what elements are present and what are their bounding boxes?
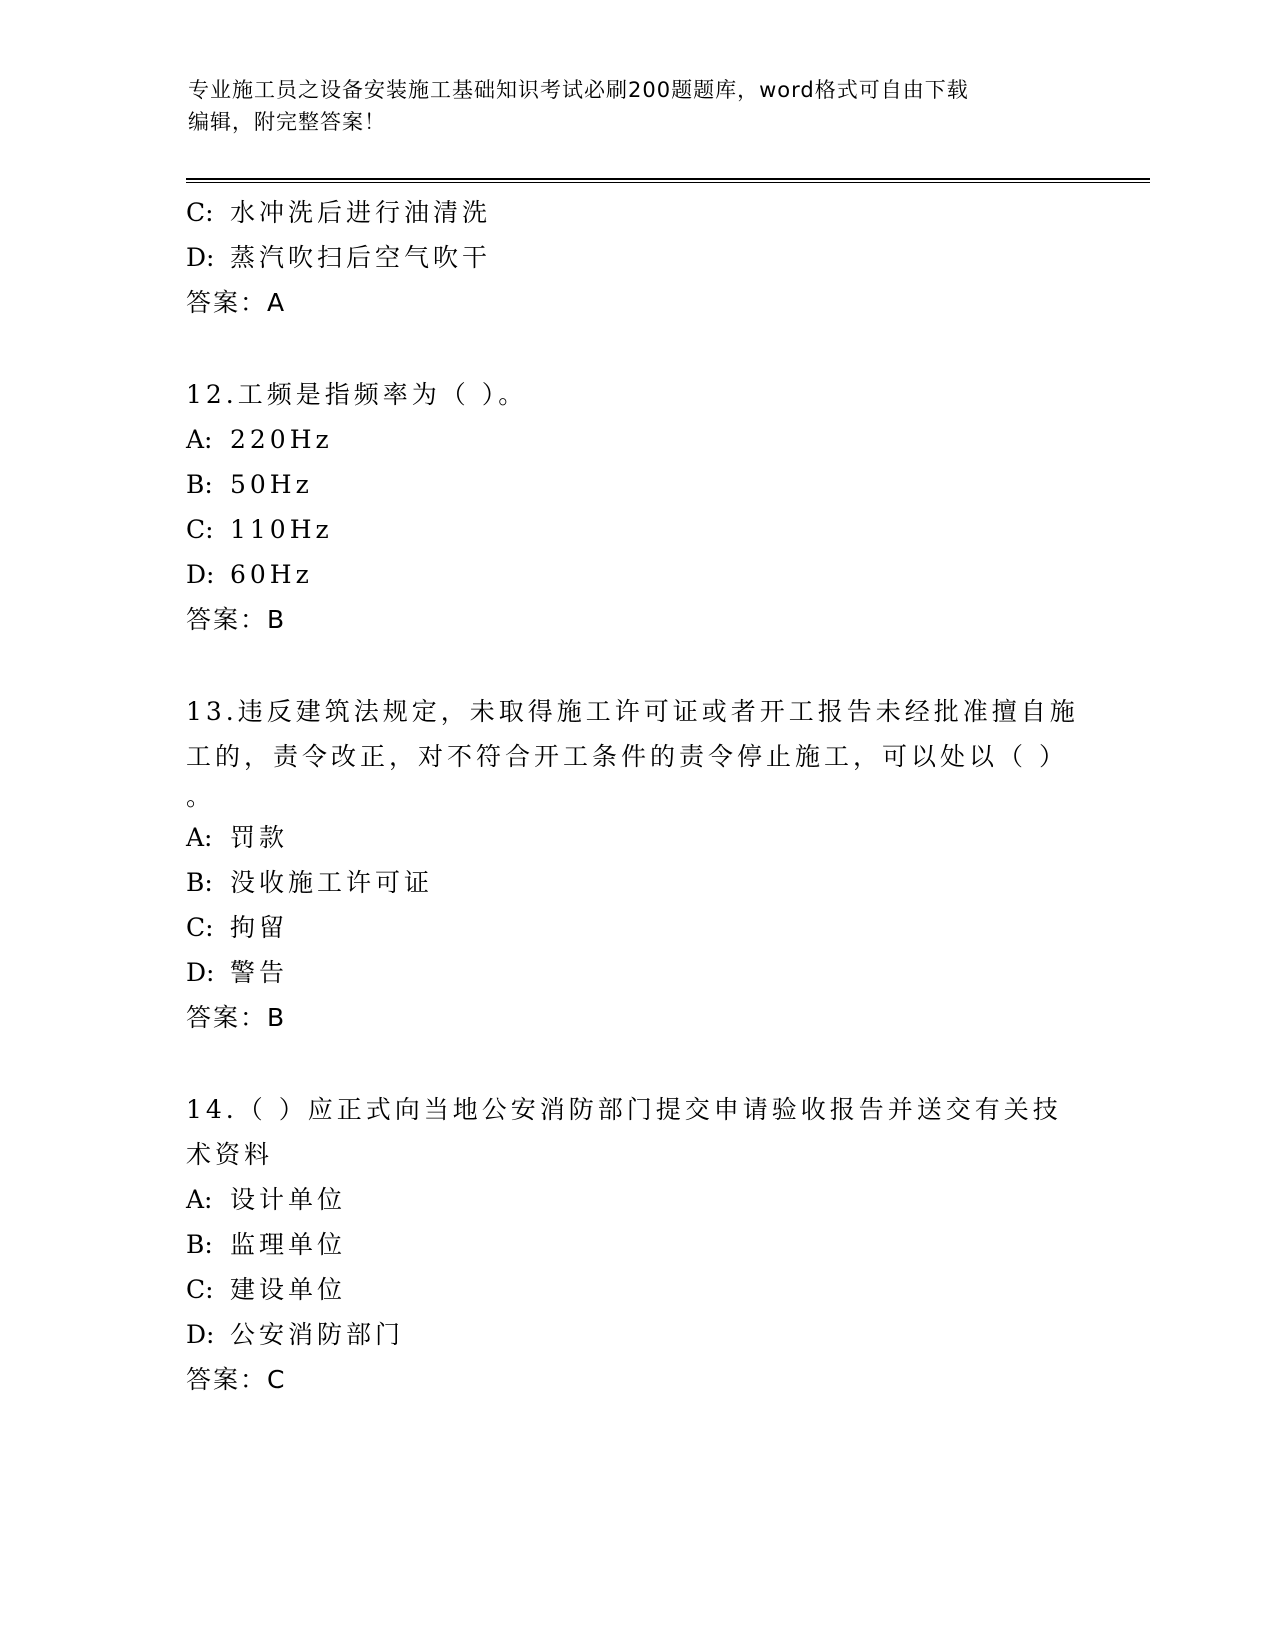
answer-line: 答案：B [186, 605, 287, 634]
option-b: B: 没收施工许可证 [186, 868, 434, 897]
stem-line: 14.（ ）应正式向当地公安消防部门提交申请验收报告并送交有关技 [186, 1095, 1062, 1124]
document-header [188, 74, 1088, 138]
question-13 [186, 689, 1086, 1040]
header-divider-thick [186, 178, 1150, 180]
question-spacer [186, 1040, 1086, 1087]
option-c: C: 水冲洗后进行油清洗 [186, 198, 492, 227]
question-12 [186, 372, 1086, 642]
option-d: D: 警告 [186, 958, 289, 987]
option-d: D: 公安消防部门 [186, 1320, 405, 1349]
option-b: B: 监理单位 [186, 1230, 347, 1259]
option-a: A: 220Hz [186, 425, 333, 454]
option-c: C: 建设单位 [186, 1275, 347, 1304]
header-divider-thin [186, 182, 1150, 183]
answer-line: 答案：C [186, 1365, 287, 1394]
option-d: D: 60Hz [186, 560, 313, 589]
question-stem [186, 689, 1086, 779]
option-d: D: 蒸汽吹扫后空气吹干 [186, 243, 492, 272]
stem-line: 术资料 [186, 1140, 274, 1169]
question-spacer [186, 325, 1086, 372]
stem-line: 工的，责令改正，对不符合开工条件的责令停止施工，可以处以（ ） [186, 742, 1068, 771]
header-line-1: 专业施工员之设备安装施工基础知识考试必刷200题题库，word格式可自由下载 [188, 78, 969, 102]
stem-line: 12.工频是指频率为（ ）。 [186, 380, 528, 409]
answer-line: 答案：B [186, 1003, 287, 1032]
question-stem [186, 1087, 1086, 1177]
question-14 [186, 1087, 1086, 1402]
stem-trailing-punctuation: 。 [186, 782, 212, 811]
option-a: A: 设计单位 [186, 1185, 347, 1214]
stem-line: 13.违反建筑法规定，未取得施工许可证或者开工报告未经批准擅自施 [186, 697, 1079, 726]
document-body [186, 190, 1086, 1402]
question-spacer [186, 642, 1086, 689]
header-line-2: 编辑，附完整答案！ [188, 110, 386, 134]
question-11-continued [186, 190, 1086, 325]
option-a: A: 罚款 [186, 823, 289, 852]
option-c: C: 拘留 [186, 913, 289, 942]
question-stem [186, 372, 1086, 417]
answer-line: 答案：A [186, 288, 287, 317]
option-b: B: 50Hz [186, 470, 313, 499]
option-c: C: 110Hz [186, 515, 333, 544]
